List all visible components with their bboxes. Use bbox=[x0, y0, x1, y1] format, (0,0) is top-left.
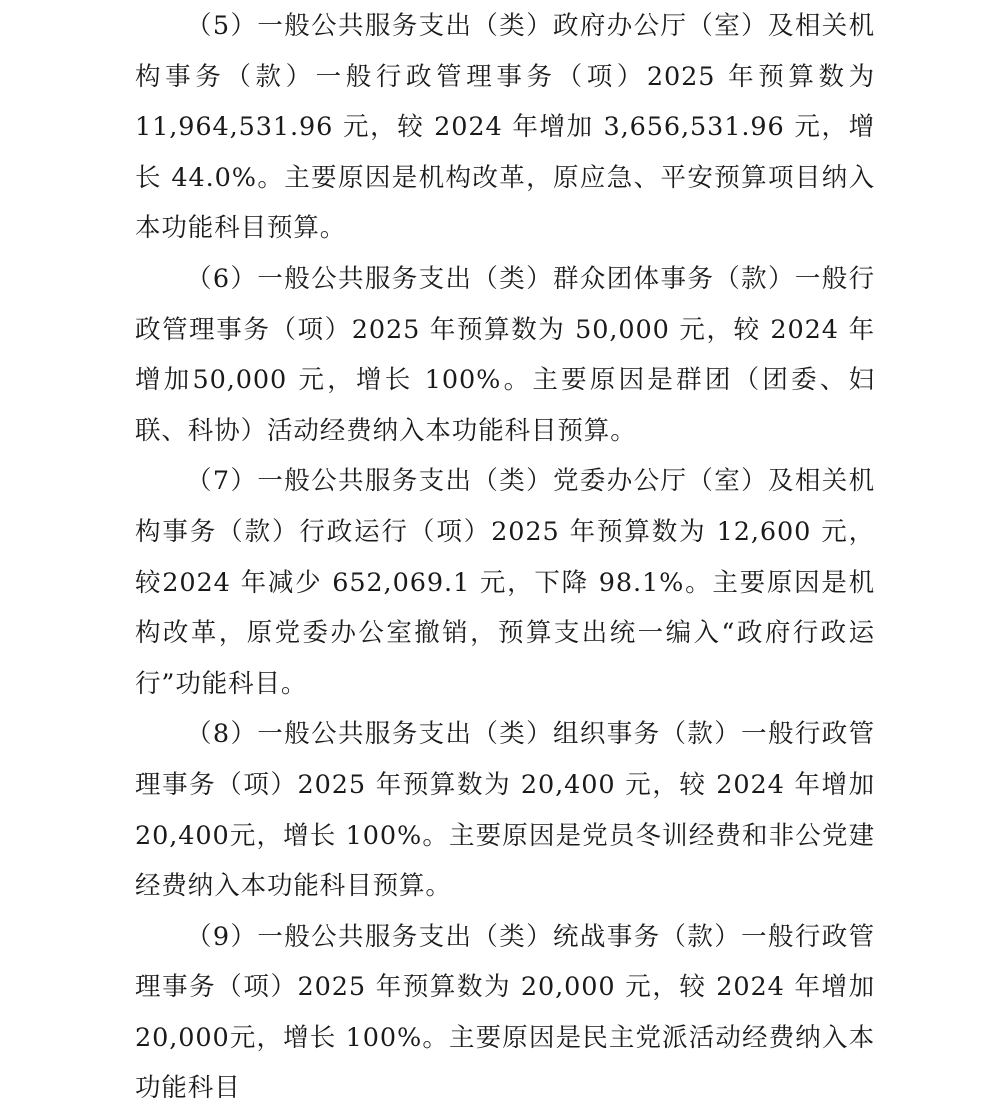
paragraph-item-6: （6）一般公共服务支出（类）群众团体事务（款）一般行政管理事务（项）2025 年预算数为 50,000 元，较 2024 年增加50,000 元，增长 100%。主要原因是群团（团委、妇联、科协）活动经费纳入本功能科目预算。 bbox=[135, 263, 875, 446]
paragraph-item-8: （8）一般公共服务支出（类）组织事务（款）一般行政管理事务（项）2025 年预算数为 20,400 元，较 2024 年增加 20,400元，增长 100%。主要原因是党员冬训经费和非公党建经费纳入本功能科目预算。 bbox=[135, 719, 875, 902]
paragraph-item-9: （9）一般公共服务支出（类）统战事务（款）一般行政管理事务（项）2025 年预算数为 20,000 元，较 2024 年增加 20,000元，增长 100%。主要原因是民主党派活动经费纳入本功能科目 bbox=[135, 921, 875, 1104]
paragraph-item-7: （7）一般公共服务支出（类）党委办公厅（室）及相关机构事务（款）行政运行（项）2025 年预算数为 12,600 元，较2024 年减少 652,069.1 元，下降 98.1%。主要原因是机构改革，原党委办公室撤销，预算支出统一编入“政府行政运行”功能科目。 bbox=[135, 466, 875, 699]
document-page bbox=[135, 0, 875, 1114]
paragraph-item-5: （5）一般公共服务支出（类）政府办公厅（室）及相关机构事务（款）一般行政管理事务（项）2025 年预算数为11,964,531.96 元，较 2024 年增加 3,656,531.96 元，增长 44.0%。主要原因是机构改革，原应急、平安预算项目纳入本功能科目预算。 bbox=[135, 11, 875, 244]
